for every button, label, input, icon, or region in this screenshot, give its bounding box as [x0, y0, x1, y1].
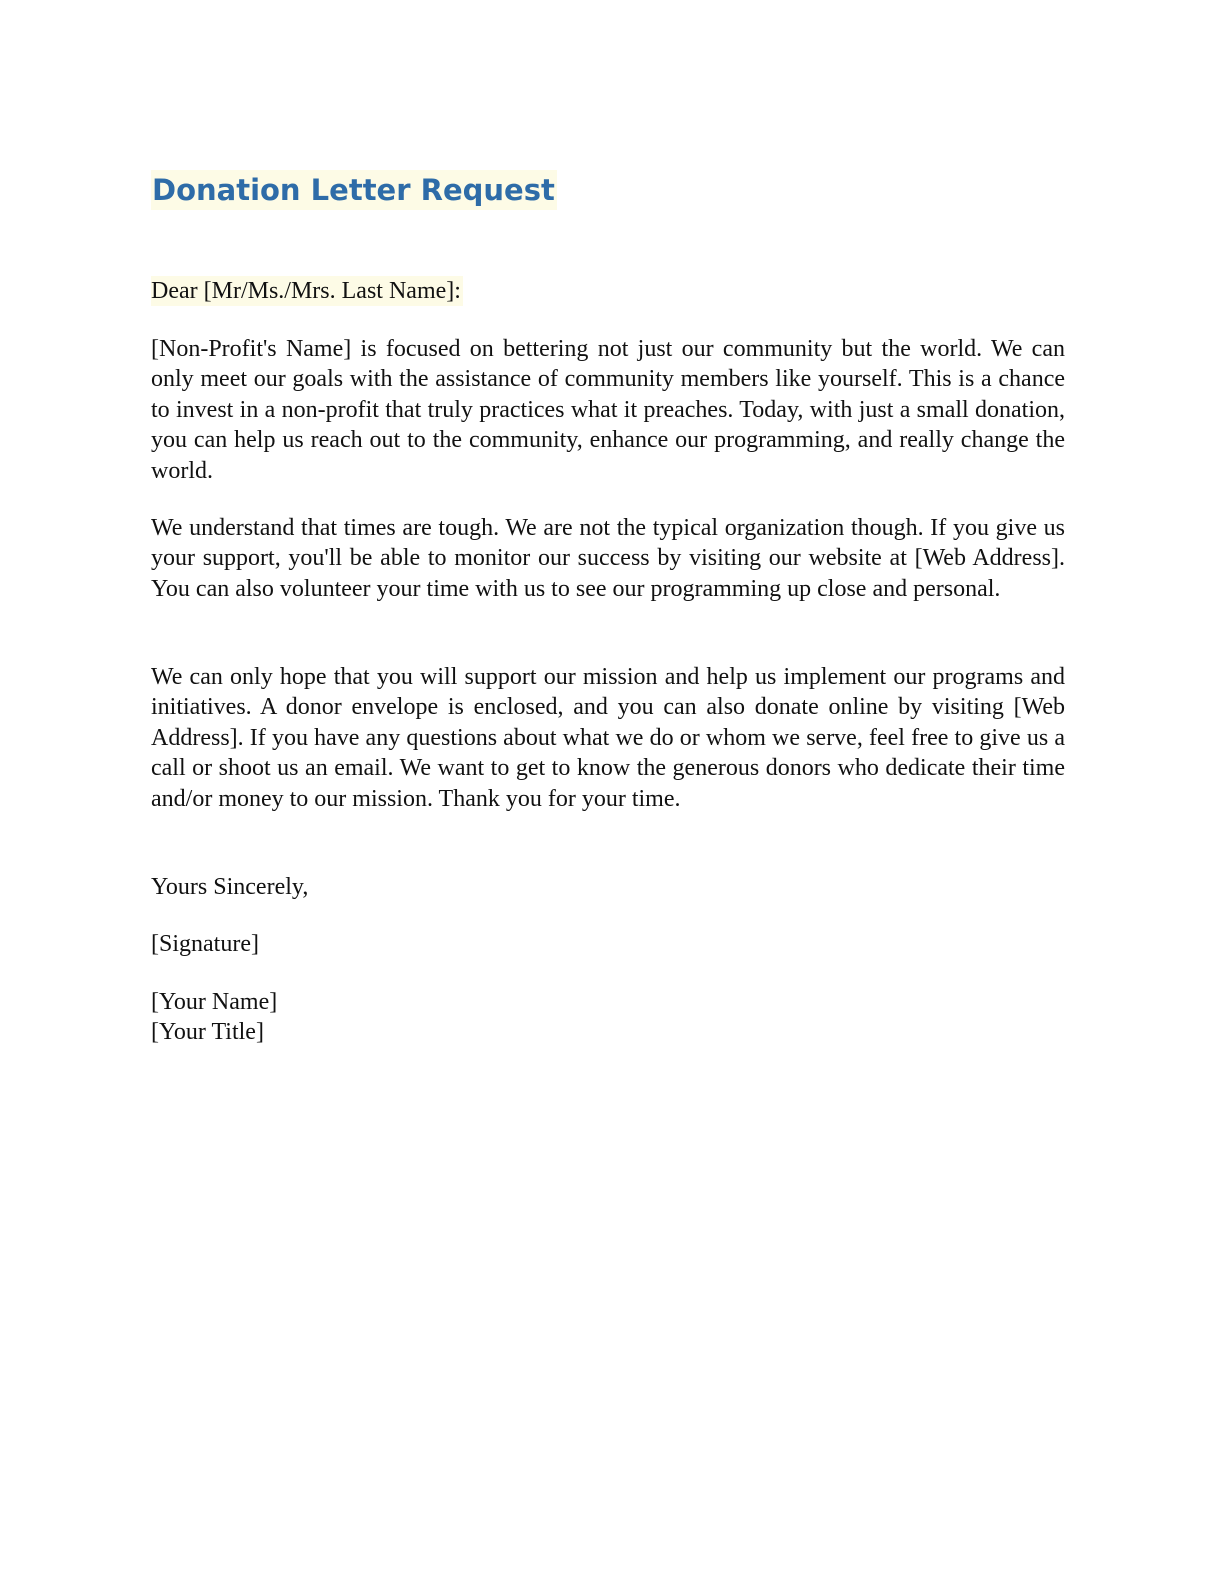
document-title: Donation Letter Request — [151, 170, 557, 210]
closing: Yours Sincerely, — [151, 874, 309, 900]
signature-placeholder: [Signature] — [151, 931, 259, 957]
body-paragraph-2: We understand that times are tough. We are not the typical organization though. If you give us your support, you'll be able to monitor our success by visiting our website at [Web Address]. You can also volunteer your time with us to see our programming up close and personal. — [151, 515, 1065, 602]
body-paragraph-1: [Non-Profit's Name] is focused on bettering not just our community but the world. We can only meet our goals with the assistance of community members like yourself. This is a chance to invest in a non-profit that truly practices what it preaches. Today, with just a small donation, you can help us reach out to the community, enhance our programming, and really change the world. — [151, 336, 1065, 484]
sender-title: [Your Title] — [151, 1019, 264, 1045]
body-paragraph-3: We can only hope that you will support our mission and help us implement our programs and initiatives. A donor envelope is enclosed, and you can also donate online by visiting [Web Address]. If you have any questions about what we do or whom we serve, feel free to give us a call or shoot us an email. We want to get to know the generous donors who dedicate their time and/or money to our mission. Thank you for your time. — [151, 664, 1065, 812]
sender-name: [Your Name] — [151, 989, 278, 1015]
salutation: Dear [Mr/Ms./Mrs. Last Name]: — [151, 276, 463, 306]
